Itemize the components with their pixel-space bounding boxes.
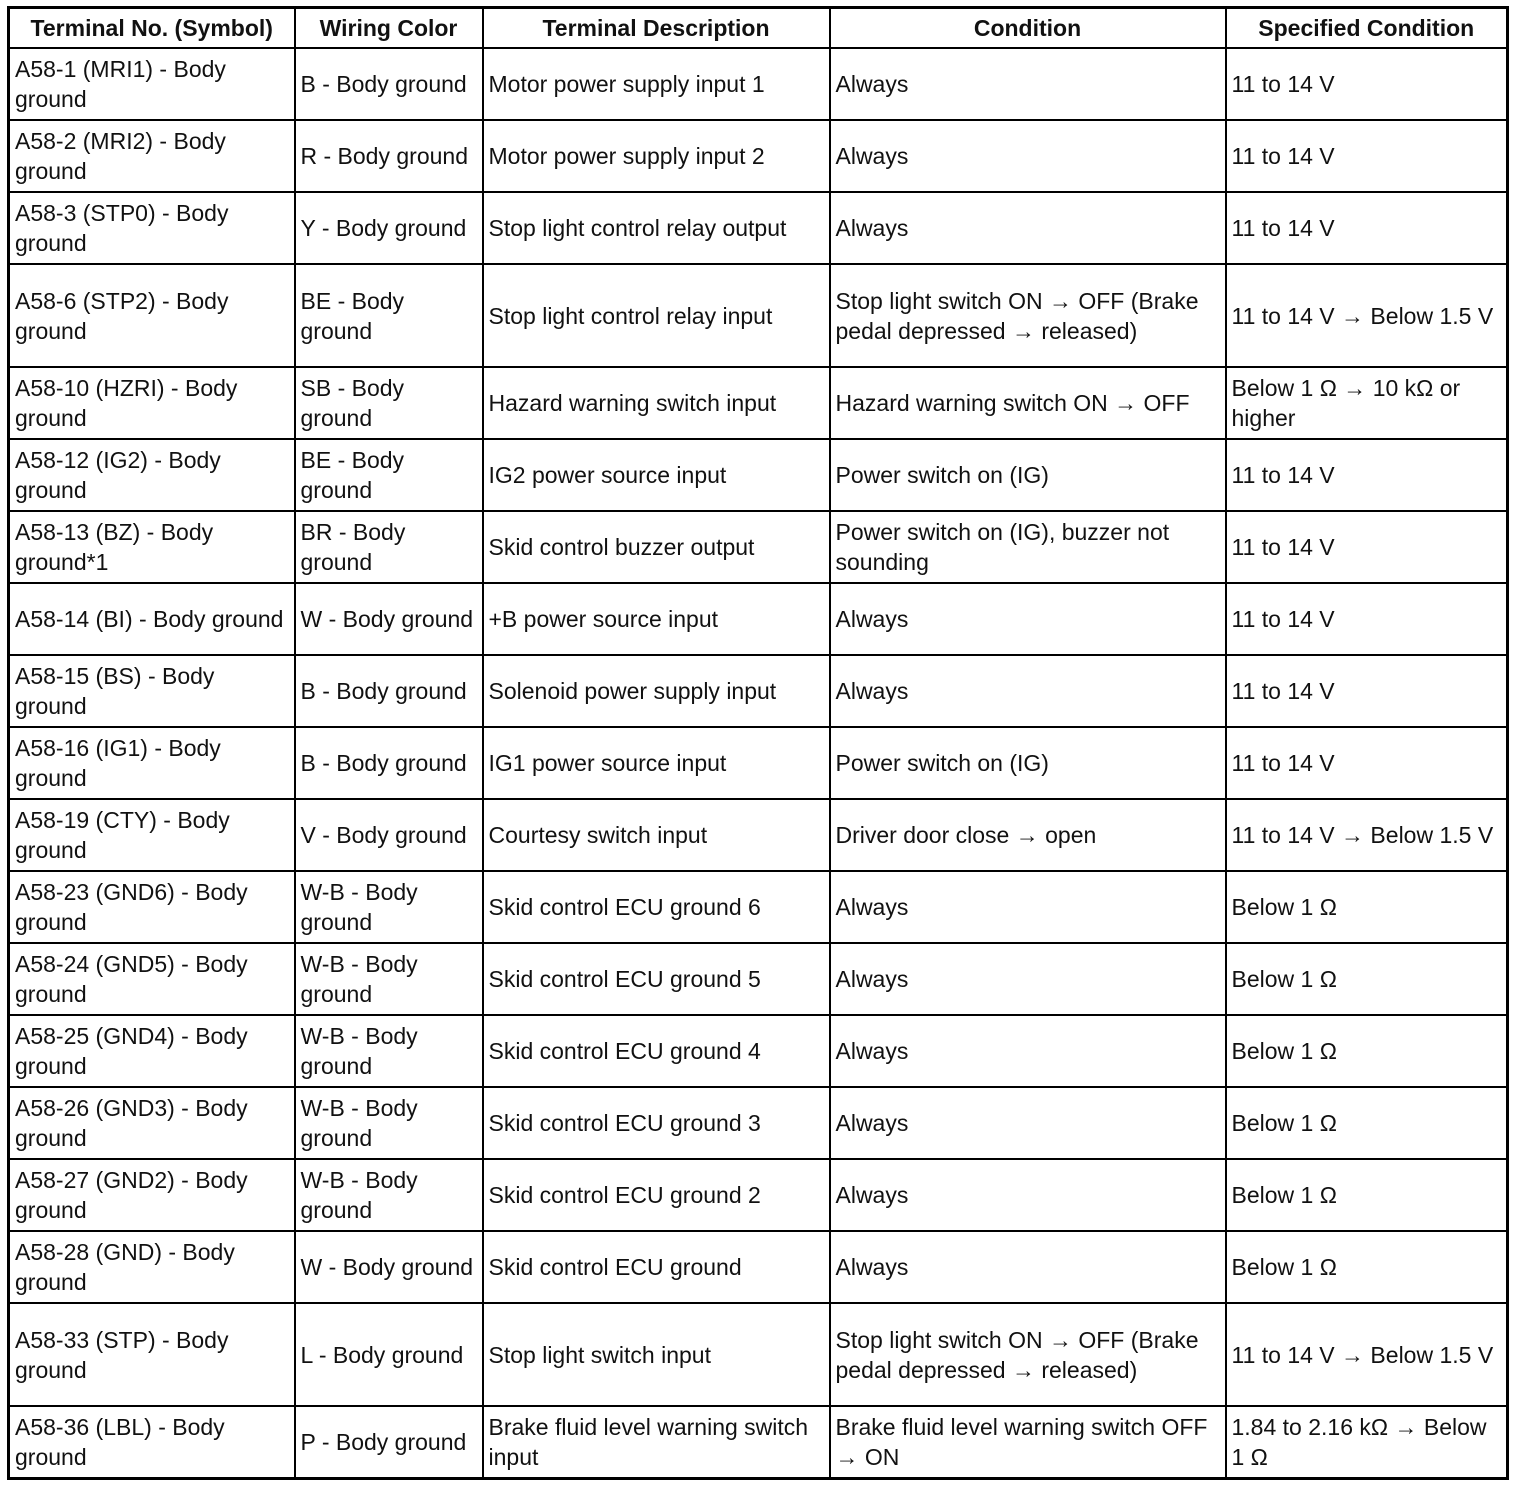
cell-specified-condition: Below 1 Ω — [1226, 1087, 1508, 1159]
cell-description: Solenoid power supply input — [483, 655, 830, 727]
cell-wiring-color: W-B - Body ground — [295, 943, 483, 1015]
cell-terminal: A58-13 (BZ) - Body ground*1 — [9, 511, 295, 583]
cell-terminal: A58-36 (LBL) - Body ground — [9, 1406, 295, 1478]
table-row — [9, 799, 1508, 871]
cell-terminal: A58-25 (GND4) - Body ground — [9, 1015, 295, 1087]
table-row — [9, 1406, 1508, 1478]
cell-condition: Stop light switch ON → OFF (Brake pedal depressed → released) — [830, 264, 1226, 367]
cell-wiring-color: R - Body ground — [295, 120, 483, 192]
cell-specified-condition: 11 to 14 V — [1226, 439, 1508, 511]
header-specified-condition: Specified Condition — [1226, 8, 1508, 49]
cell-description: Skid control ECU ground 6 — [483, 871, 830, 943]
cell-terminal: A58-19 (CTY) - Body ground — [9, 799, 295, 871]
cell-description: Hazard warning switch input — [483, 367, 830, 439]
cell-specified-condition: 11 to 14 V → Below 1.5 V — [1226, 264, 1508, 367]
cell-specified-condition: 11 to 14 V → Below 1.5 V — [1226, 1303, 1508, 1406]
cell-wiring-color: W-B - Body ground — [295, 1159, 483, 1231]
cell-wiring-color: P - Body ground — [295, 1406, 483, 1478]
cell-specified-condition: Below 1 Ω → 10 kΩ or higher — [1226, 367, 1508, 439]
cell-terminal: A58-3 (STP0) - Body ground — [9, 192, 295, 264]
cell-terminal: A58-10 (HZRI) - Body ground — [9, 367, 295, 439]
table-row — [9, 1159, 1508, 1231]
cell-specified-condition: 11 to 14 V — [1226, 192, 1508, 264]
cell-description: Skid control ECU ground 5 — [483, 943, 830, 1015]
table-row — [9, 943, 1508, 1015]
cell-specified-condition: 11 to 14 V — [1226, 48, 1508, 120]
terminal-table — [7, 6, 1509, 1480]
cell-description: Courtesy switch input — [483, 799, 830, 871]
cell-description: Skid control ECU ground — [483, 1231, 830, 1303]
cell-terminal: A58-14 (BI) - Body ground — [9, 583, 295, 655]
cell-description: Skid control ECU ground 2 — [483, 1159, 830, 1231]
table-row — [9, 439, 1508, 511]
table-row — [9, 120, 1508, 192]
cell-condition: Always — [830, 192, 1226, 264]
cell-description: +B power source input — [483, 583, 830, 655]
cell-condition: Always — [830, 1159, 1226, 1231]
cell-wiring-color: W-B - Body ground — [295, 1087, 483, 1159]
cell-condition: Brake fluid level warning switch OFF → ON — [830, 1406, 1226, 1478]
cell-condition: Driver door close → open — [830, 799, 1226, 871]
cell-description: IG1 power source input — [483, 727, 830, 799]
cell-condition: Power switch on (IG), buzzer not sounding — [830, 511, 1226, 583]
cell-condition: Power switch on (IG) — [830, 727, 1226, 799]
cell-terminal: A58-24 (GND5) - Body ground — [9, 943, 295, 1015]
table-row — [9, 655, 1508, 727]
cell-wiring-color: BE - Body ground — [295, 264, 483, 367]
cell-condition: Always — [830, 120, 1226, 192]
cell-wiring-color: B - Body ground — [295, 655, 483, 727]
table-row — [9, 871, 1508, 943]
cell-condition: Hazard warning switch ON → OFF — [830, 367, 1226, 439]
cell-wiring-color: W-B - Body ground — [295, 1015, 483, 1087]
cell-description: Stop light control relay output — [483, 192, 830, 264]
table-row — [9, 1015, 1508, 1087]
cell-wiring-color: W - Body ground — [295, 583, 483, 655]
cell-terminal: A58-16 (IG1) - Body ground — [9, 727, 295, 799]
table-row — [9, 1303, 1508, 1406]
cell-terminal: A58-1 (MRI1) - Body ground — [9, 48, 295, 120]
table-header-row — [9, 8, 1508, 49]
cell-terminal: A58-33 (STP) - Body ground — [9, 1303, 295, 1406]
cell-description: Stop light switch input — [483, 1303, 830, 1406]
cell-condition: Always — [830, 48, 1226, 120]
cell-description: Motor power supply input 2 — [483, 120, 830, 192]
cell-wiring-color: B - Body ground — [295, 727, 483, 799]
cell-specified-condition: 11 to 14 V — [1226, 511, 1508, 583]
cell-terminal: A58-23 (GND6) - Body ground — [9, 871, 295, 943]
cell-description: Skid control ECU ground 4 — [483, 1015, 830, 1087]
cell-wiring-color: W-B - Body ground — [295, 871, 483, 943]
table-row — [9, 264, 1508, 367]
cell-terminal: A58-2 (MRI2) - Body ground — [9, 120, 295, 192]
cell-wiring-color: BE - Body ground — [295, 439, 483, 511]
cell-description: Stop light control relay input — [483, 264, 830, 367]
cell-condition: Always — [830, 583, 1226, 655]
cell-specified-condition: Below 1 Ω — [1226, 1159, 1508, 1231]
table-row — [9, 511, 1508, 583]
cell-condition: Stop light switch ON → OFF (Brake pedal depressed → released) — [830, 1303, 1226, 1406]
cell-wiring-color: BR - Body ground — [295, 511, 483, 583]
cell-specified-condition: Below 1 Ω — [1226, 943, 1508, 1015]
cell-terminal: A58-15 (BS) - Body ground — [9, 655, 295, 727]
cell-specified-condition: Below 1 Ω — [1226, 1015, 1508, 1087]
cell-terminal: A58-28 (GND) - Body ground — [9, 1231, 295, 1303]
table-body — [9, 48, 1508, 1478]
cell-condition: Always — [830, 943, 1226, 1015]
cell-description: Skid control buzzer output — [483, 511, 830, 583]
cell-wiring-color: B - Body ground — [295, 48, 483, 120]
table-row — [9, 583, 1508, 655]
cell-specified-condition: 11 to 14 V — [1226, 583, 1508, 655]
table-row — [9, 1231, 1508, 1303]
cell-condition: Always — [830, 655, 1226, 727]
cell-condition: Always — [830, 1087, 1226, 1159]
table-row — [9, 367, 1508, 439]
header-terminal-description: Terminal Description — [483, 8, 830, 49]
cell-terminal: A58-12 (IG2) - Body ground — [9, 439, 295, 511]
cell-terminal: A58-6 (STP2) - Body ground — [9, 264, 295, 367]
cell-terminal: A58-27 (GND2) - Body ground — [9, 1159, 295, 1231]
cell-description: Skid control ECU ground 3 — [483, 1087, 830, 1159]
cell-specified-condition: 11 to 14 V — [1226, 655, 1508, 727]
header-terminal: Terminal No. (Symbol) — [9, 8, 295, 49]
cell-specified-condition: Below 1 Ω — [1226, 871, 1508, 943]
cell-specified-condition: Below 1 Ω — [1226, 1231, 1508, 1303]
cell-wiring-color: SB - Body ground — [295, 367, 483, 439]
cell-condition: Power switch on (IG) — [830, 439, 1226, 511]
cell-condition: Always — [830, 1015, 1226, 1087]
cell-description: Brake fluid level warning switch input — [483, 1406, 830, 1478]
table-row — [9, 48, 1508, 120]
table-row — [9, 727, 1508, 799]
cell-description: Motor power supply input 1 — [483, 48, 830, 120]
header-condition: Condition — [830, 8, 1226, 49]
cell-wiring-color: Y - Body ground — [295, 192, 483, 264]
cell-description: IG2 power source input — [483, 439, 830, 511]
cell-condition: Always — [830, 1231, 1226, 1303]
cell-specified-condition: 11 to 14 V — [1226, 120, 1508, 192]
terminal-table-container — [7, 6, 1506, 1480]
table-row — [9, 192, 1508, 264]
cell-wiring-color: V - Body ground — [295, 799, 483, 871]
header-wiring-color: Wiring Color — [295, 8, 483, 49]
cell-specified-condition: 11 to 14 V → Below 1.5 V — [1226, 799, 1508, 871]
cell-terminal: A58-26 (GND3) - Body ground — [9, 1087, 295, 1159]
cell-specified-condition: 1.84 to 2.16 kΩ → Below 1 Ω — [1226, 1406, 1508, 1478]
cell-specified-condition: 11 to 14 V — [1226, 727, 1508, 799]
cell-wiring-color: L - Body ground — [295, 1303, 483, 1406]
cell-wiring-color: W - Body ground — [295, 1231, 483, 1303]
table-row — [9, 1087, 1508, 1159]
cell-condition: Always — [830, 871, 1226, 943]
